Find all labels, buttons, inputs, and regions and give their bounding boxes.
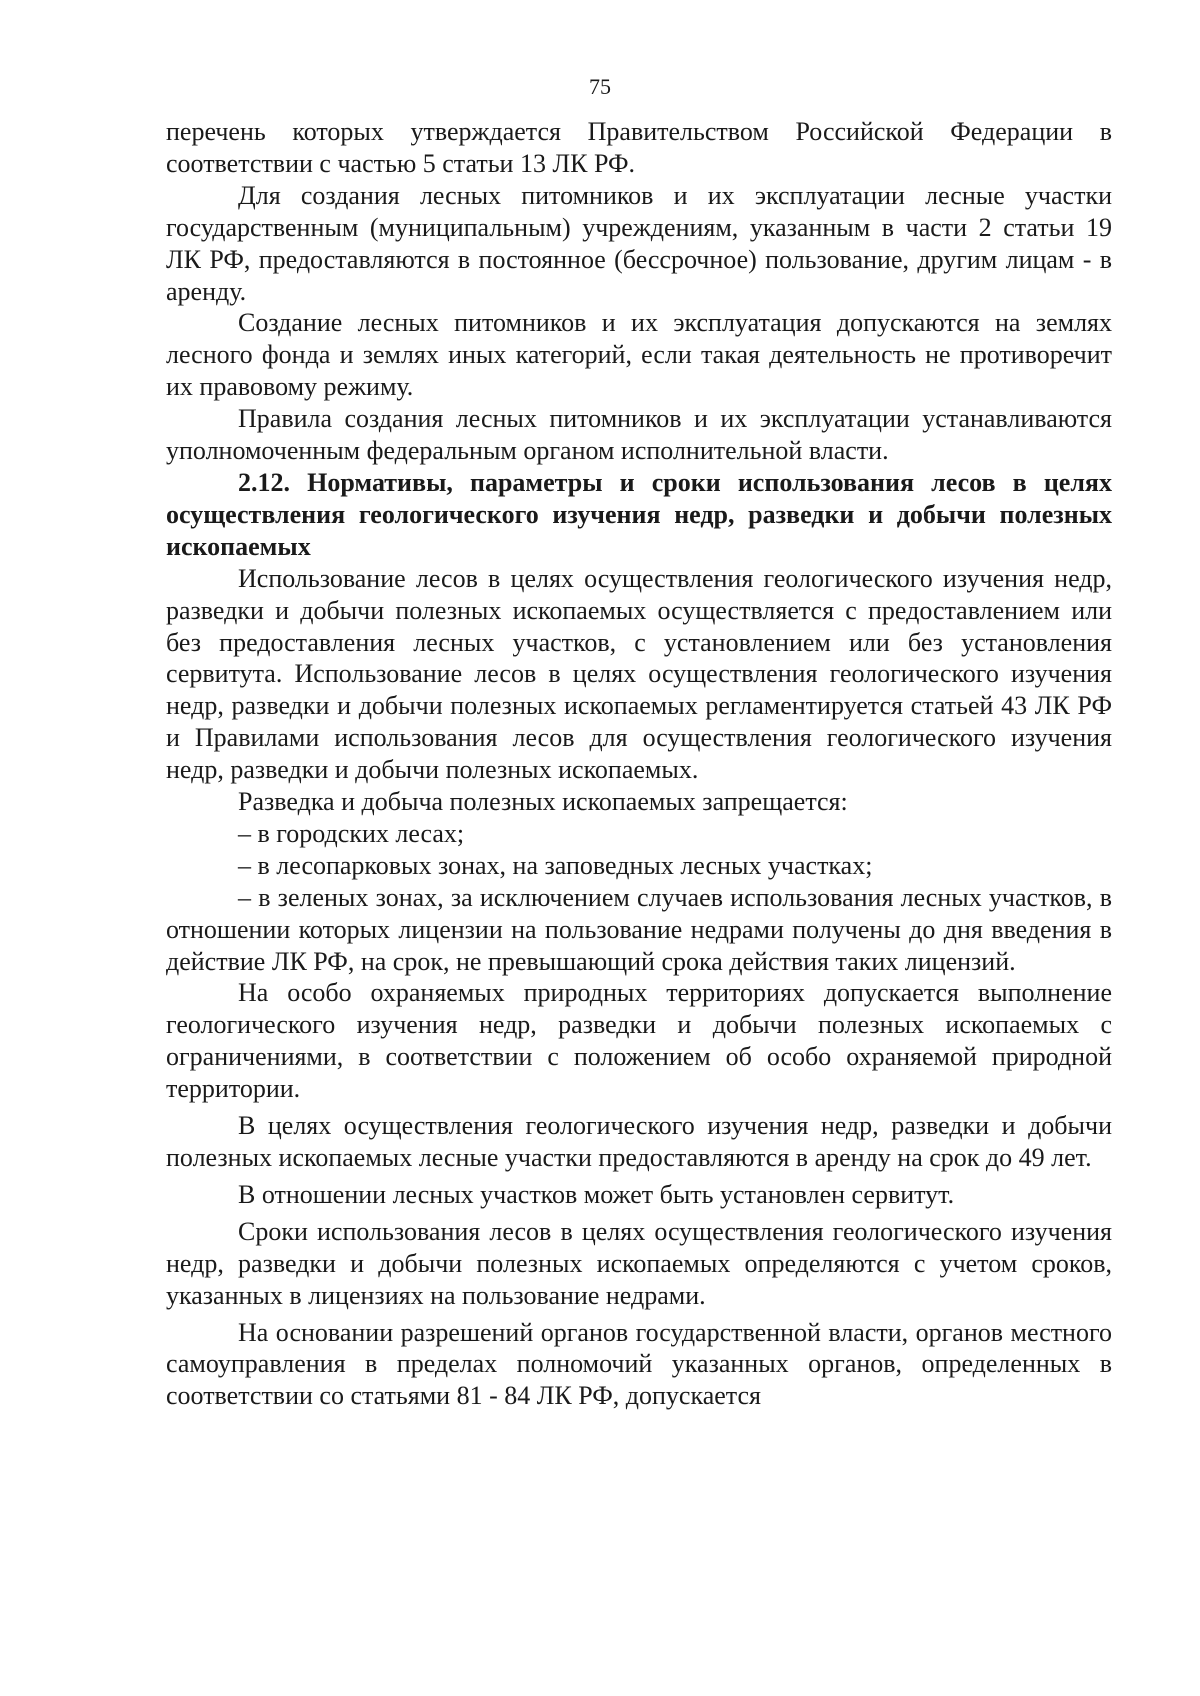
list-item: – в зеленых зонах, за исключением случаев использования лесных участков, в отношении которых лицензии на пользование недрами получены до дня введения в действие ЛК РФ, на срок, не превышающий срока действия таких лицензий. [166, 882, 1112, 976]
paragraph: Использование лесов в целях осуществления геологического изучения недр, разведки и добычи полезных ископаемых осуществляется с предоставлением или без предоставления лесных участков, с установлением или без установления сервитута. Использование лесов в целях осуществления геологического изучения недр, разведки и добычи полезных ископаемых регламентируется статьей 43 ЛК РФ и Правилами использования лесов для осуществления геологического изучения недр, разведки и добычи полезных ископаемых. [166, 563, 1112, 785]
paragraph: Для создания лесных питомников и их эксплуатации лесные участки государственным (муниципальным) учреждениям, указанным в части 2 статьи 19 ЛК РФ, предоставляются в постоянное (бессрочное) пользование, другим лицам - в аренду. [166, 180, 1112, 306]
paragraph: На особо охраняемых природных территориях допускается выполнение геологического изучения недр, разведки и добычи полезных ископаемых с ограничениями, в соответствии с положением об особо охраняемой природной территории. [166, 978, 1112, 1104]
paragraph: На основании разрешений органов государственной власти, органов местного самоуправления в пределах полномочий указанных органов, определенных в соответствии со статьями 81 - 84 ЛК РФ, допускается [166, 1317, 1112, 1411]
paragraph: Создание лесных питомников и их эксплуатация допускаются на землях лесного фонда и землях иных категорий, если такая деятельность не противоречит их правовому режиму. [166, 308, 1112, 402]
list-item: – в городских лесах; [238, 818, 465, 848]
section-heading: 2.12. Нормативы, параметры и сроки использования лесов в целях осуществления геологического изучения недр, разведки и добычи полезных ископаемых [166, 467, 1112, 561]
page-number: 75 [589, 74, 611, 99]
document-body [166, 116, 1112, 1412]
paragraph: В целях осуществления геологического изучения недр, разведки и добычи полезных ископаемых лесные участки предоставляются в аренду на срок до 49 лет. [166, 1111, 1112, 1172]
paragraph: Правила создания лесных питомников и их эксплуатации устанавливаются уполномоченным федеральным органом исполнительной власти. [166, 404, 1112, 466]
paragraph: В отношении лесных участков может быть установлен сервитут. [238, 1179, 955, 1209]
paragraph: Сроки использования лесов в целях осуществления геологического изучения недр, разведки и добычи полезных ископаемых определяются с учетом сроков, указанных в лицензиях на пользование недрами. [166, 1216, 1112, 1310]
paragraph: Разведка и добыча полезных ископаемых запрещается: [238, 787, 848, 817]
paragraph: перечень которых утверждается Правительством Российской Федерации в соответствии с частью 5 статьи 13 ЛК РФ. [166, 117, 1112, 178]
list-item: – в лесопарковых зонах, на заповедных лесных участках; [238, 850, 873, 880]
